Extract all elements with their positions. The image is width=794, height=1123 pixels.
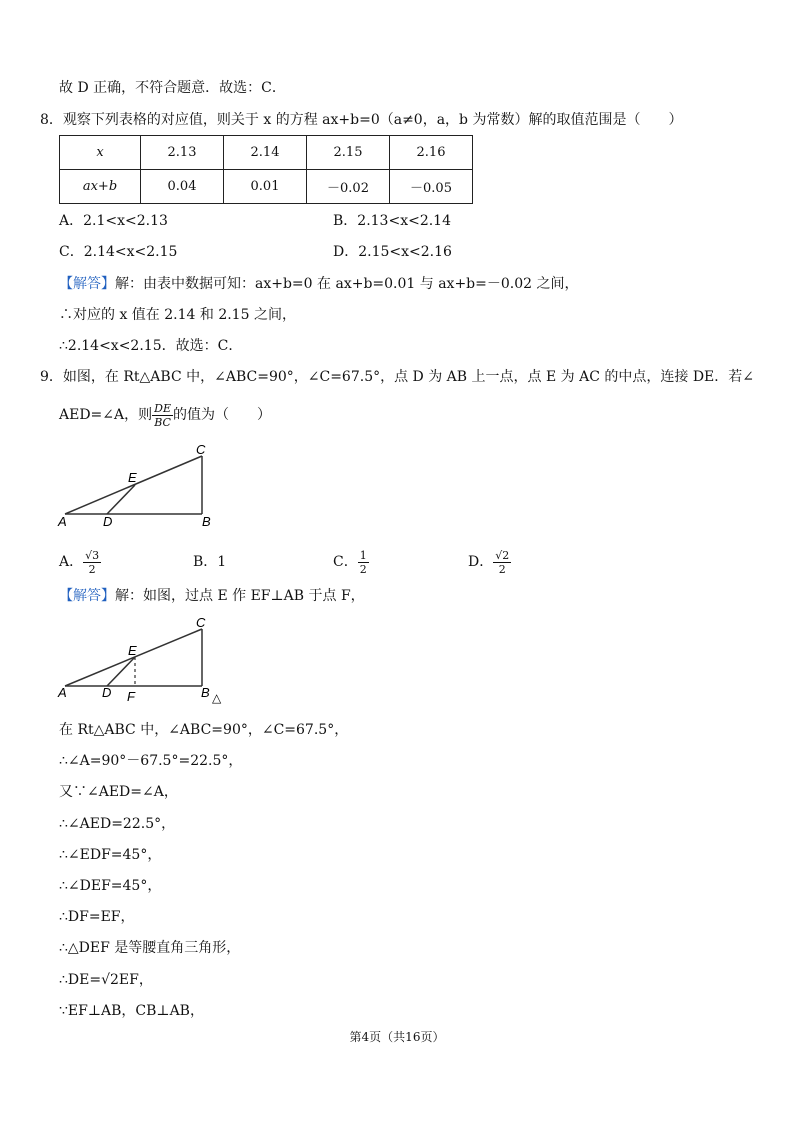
q9-stem-line2: [59, 398, 271, 432]
solution-step: ∴∠EDF=45°，: [59, 847, 162, 863]
solution-step: ∴DE=√2EF，: [59, 972, 153, 988]
q9-option-a: [59, 543, 101, 581]
label-triangle: △: [212, 691, 222, 705]
label-c: C: [196, 615, 206, 630]
q9-option-c: [333, 543, 369, 581]
option-letter: D．: [468, 554, 494, 570]
q8-option-d: D．2.15<x<2.16: [333, 244, 452, 260]
q9-option-d: [468, 543, 511, 581]
page-footer: 第4页（共16页）: [349, 1030, 445, 1044]
label-d: D: [102, 685, 112, 700]
table-cell: 0.01: [224, 170, 307, 204]
q8-option-a: A．2.1<x<2.13: [59, 213, 168, 229]
table-row: [60, 170, 473, 204]
fraction-denominator: 2: [83, 562, 101, 576]
q8-option-c: C．2.14<x<2.15: [59, 244, 178, 260]
solution-step: ∴△DEF 是等腰直角三角形，: [59, 940, 241, 956]
q8-answer-line2: ∴对应的 x 值在 2.14 和 2.15 之间，: [59, 307, 296, 323]
segment-ac: [65, 456, 202, 514]
q8-option-b: B．2.13<x<2.14: [333, 213, 451, 229]
fraction-numerator: DE: [154, 401, 171, 415]
table-cell: 2.16: [390, 136, 473, 170]
option-fraction: [83, 549, 101, 576]
table-cell: －0.05: [390, 170, 473, 204]
label-e: E: [128, 470, 137, 485]
segment-de: [107, 657, 135, 686]
table-cell: ax+b: [60, 170, 141, 204]
solution-step: ∴DF=EF，: [59, 909, 135, 925]
fraction-denominator: 2: [359, 562, 367, 576]
table-cell: －0.02: [307, 170, 390, 204]
answer-tag: 【解答】: [59, 588, 115, 604]
q9-answer-head: [59, 586, 365, 606]
q9-fraction: [152, 402, 173, 429]
option-fraction: [493, 549, 511, 576]
answer-text: 解：如图，过点 E 作 EF⊥AB 于点 F，: [115, 588, 365, 604]
label-e: E: [128, 643, 137, 658]
q8-stem: 8．观察下列表格的对应值，则关于 x 的方程 ax+b=0（a≠0，a，b 为常数）解的取值范围是（ ）: [40, 112, 683, 128]
solution-step: ∴∠AED=22.5°，: [59, 816, 176, 832]
answer-text: 解：由表中数据可知：ax+b=0 在 ax+b=0.01 与 ax+b=－0.02 之间，: [115, 276, 579, 292]
table-cell: 0.04: [141, 170, 224, 204]
label-d: D: [103, 514, 113, 529]
solution-step: ∴∠DEF=45°，: [59, 878, 162, 894]
q8-answer-line3: ∴2.14<x<2.15．故选：C．: [59, 338, 243, 354]
answer-tag: 【解答】: [59, 276, 115, 292]
fraction-denominator: BC: [154, 415, 171, 429]
option-letter: C．: [333, 554, 358, 570]
label-a: A: [58, 514, 67, 529]
q9-stem-post: 的值为（ ）: [173, 407, 271, 423]
q9-solution-figure: [55, 610, 235, 710]
q9-option-b: B．1: [193, 554, 227, 570]
label-a: A: [58, 685, 67, 700]
label-b: B: [201, 685, 210, 700]
solution-step: 又∵∠AED=∠A，: [59, 784, 178, 800]
label-c: C: [196, 442, 206, 457]
label-f: F: [127, 689, 135, 704]
solution-step: ∴∠A=90°－67.5°=22.5°，: [59, 753, 243, 769]
fraction-numerator: √3: [85, 548, 100, 562]
solution-step: ∵EF⊥AB，CB⊥AB，: [59, 1003, 204, 1019]
q9-stem-pre: AED=∠A，则: [59, 407, 153, 423]
table-cell: 2.15: [307, 136, 390, 170]
option-fraction: [358, 549, 369, 576]
option-letter: A．: [59, 554, 84, 570]
fraction-numerator: 1: [359, 548, 367, 562]
solution-conclusion: 故 D 正确，不符合题意．故选：C．: [59, 80, 286, 96]
table-row: [60, 136, 473, 170]
q8-value-table: [59, 135, 473, 204]
fraction-denominator: 2: [498, 562, 506, 576]
label-b: B: [202, 514, 211, 529]
table-cell: 2.14: [224, 136, 307, 170]
solution-step: 在 Rt△ABC 中，∠ABC=90°，∠C=67.5°，: [59, 722, 349, 738]
q8-answer-line1: [59, 274, 579, 294]
fraction-numerator: √2: [495, 548, 510, 562]
table-cell: 2.13: [141, 136, 224, 170]
segment-de: [107, 485, 135, 514]
q9-stem: 9．如图，在 Rt△ABC 中，∠ABC=90°，∠C=67.5°，点 D 为 AB 上一点，点 E 为 AC 的中点，连接 DE．若∠: [40, 369, 754, 385]
q9-figure: [55, 440, 225, 532]
table-cell: x: [60, 136, 141, 170]
